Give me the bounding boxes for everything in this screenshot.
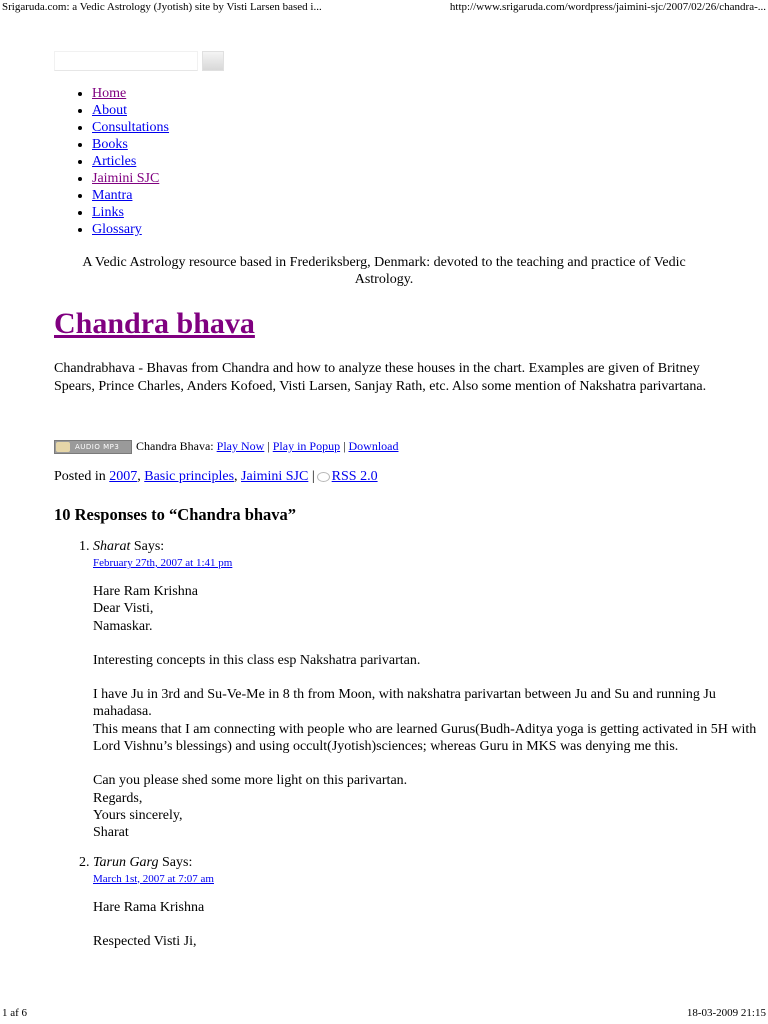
audio-separator: | [267,439,270,453]
responses-heading: 10 Responses to “Chandra bhava” [54,505,297,524]
category-link-basic-principles[interactable]: Basic principles [144,469,235,484]
comment-line: I have Ju in 3rd and Su-Ve-Me in 8 th from Moon, with nakshatra parivartan between Ju and Su and running Ju mahadasa. [93,687,716,720]
comment-header [93,539,763,555]
play-now-link[interactable]: Play Now [216,439,265,453]
nav-item-glossary [92,221,169,238]
post-body: Chandrabhava - Bhavas from Chandra and how to analyze these houses in the chart. Examples are given of Britney Spears, Prince Charles, Anders Kofoed, Visti Larsen, Sanjay Rath, etc. Also some mention of Nakshatra parivartana. [54,361,707,394]
post-meta [54,468,378,485]
print-footer [2,1007,766,1021]
comment-date-link[interactable]: February 27th, 2007 at 1:41 pm [93,557,233,569]
comment-line: Hare Ram Krishna [93,584,198,599]
search-form [54,51,224,71]
posted-in-label: Posted in [54,469,106,484]
audio-separator: | [343,439,346,453]
nav-link-glossary[interactable]: Glossary [92,222,142,237]
comment-line: Namaskar. [93,618,153,634]
nav-link-links[interactable]: Links [92,205,124,220]
comment-body [93,886,763,951]
search-button[interactable] [202,51,224,71]
comment-body [93,570,763,842]
comment-line: Yours sincerely, [93,807,183,823]
nav-item-books [92,136,169,153]
comment-line: Interesting concepts in this class esp Nakshatra parivartan. [93,652,421,668]
comment-line: Can you please shed some more light on this parivartan. [93,773,408,789]
nav-item-articles [92,153,169,170]
play-in-popup-link[interactable]: Play in Popup [272,439,341,453]
comment-line: Hare Rama Krishna [93,899,205,915]
comment-author: Tarun Garg [93,854,159,870]
audio-label: Chandra Bhava: [136,439,214,453]
nav-item-home [92,85,169,102]
category-link-2007[interactable]: 2007 [109,469,138,484]
search-input[interactable] [54,51,198,71]
comment-says: Says: [133,539,165,554]
post-title [54,305,255,343]
comment-says: Says: [162,854,193,870]
comment-line: This means that I am connecting with people who are learned Gurus(Budh-Aditya yoga is getting activated in 5H with Lord Vishnu’s blessings) and using occult(Jyotish)sciences; whereas Guru in MKS was denying me this. [93,721,757,755]
comment-line: Respected Visti Ji, [93,933,197,949]
print-header [2,1,766,15]
audio-mp3-badge [54,440,132,454]
comment-item [93,539,763,855]
meta-comma: , [234,469,238,484]
comment-bubble-icon [317,472,330,482]
nav-link-books[interactable]: Books [92,137,128,152]
nav-link-about[interactable]: About [92,103,127,118]
main-nav [54,85,169,238]
print-page-number: 1 af 6 [2,1007,28,1019]
comment-line: Regards, [93,790,143,806]
print-datetime: 18-03-2009 21:15 [686,1007,766,1019]
nav-link-consultations[interactable]: Consultations [92,120,170,135]
audio-badge-text: AUDIO MP3 [75,443,120,452]
nav-item-jaimini-sjc [92,170,169,187]
comment-item [93,855,763,951]
comment-date-link[interactable]: March 1st, 2007 at 7:07 am [93,872,214,885]
print-page-title: Srigaruda.com: a Vedic Astrology (Jyotish) site by Visti Larsen based i... [2,1,322,13]
nav-link-mantra[interactable]: Mantra [92,188,133,203]
download-link[interactable]: Download [348,439,399,453]
nav-item-mantra [92,187,169,204]
nav-link-jaimini-sjc[interactable]: Jaimini SJC [92,171,160,186]
post-title-link[interactable]: Chandra bhava [54,307,255,340]
nav-link-home[interactable]: Home [92,86,127,101]
category-link-jaimini-sjc[interactable]: Jaimini SJC [241,469,309,484]
comment-line: Sharat [93,825,129,841]
meta-separator: | [311,469,315,484]
rss-link[interactable]: RSS 2.0 [331,469,378,484]
print-url: http://www.srigaruda.com/wordpress/jaimini-sjc/2007/02/26/chandra-... [449,1,766,13]
comment-author: Sharat [93,539,131,554]
comment-line: Dear Visti, [93,601,154,617]
audio-player [54,438,398,454]
meta-comma: , [137,469,141,484]
comment-list [54,539,763,950]
nav-item-about [92,102,169,119]
nav-link-articles[interactable]: Articles [92,154,137,169]
nav-item-links [92,204,169,221]
site-tagline: A Vedic Astrology resource based in Frederiksberg, Denmark: devoted to the teaching and practice of Vedic Astrology. [82,255,686,287]
comment-header [93,855,763,871]
mp3-icon [56,442,70,452]
nav-item-consultations [92,119,169,136]
